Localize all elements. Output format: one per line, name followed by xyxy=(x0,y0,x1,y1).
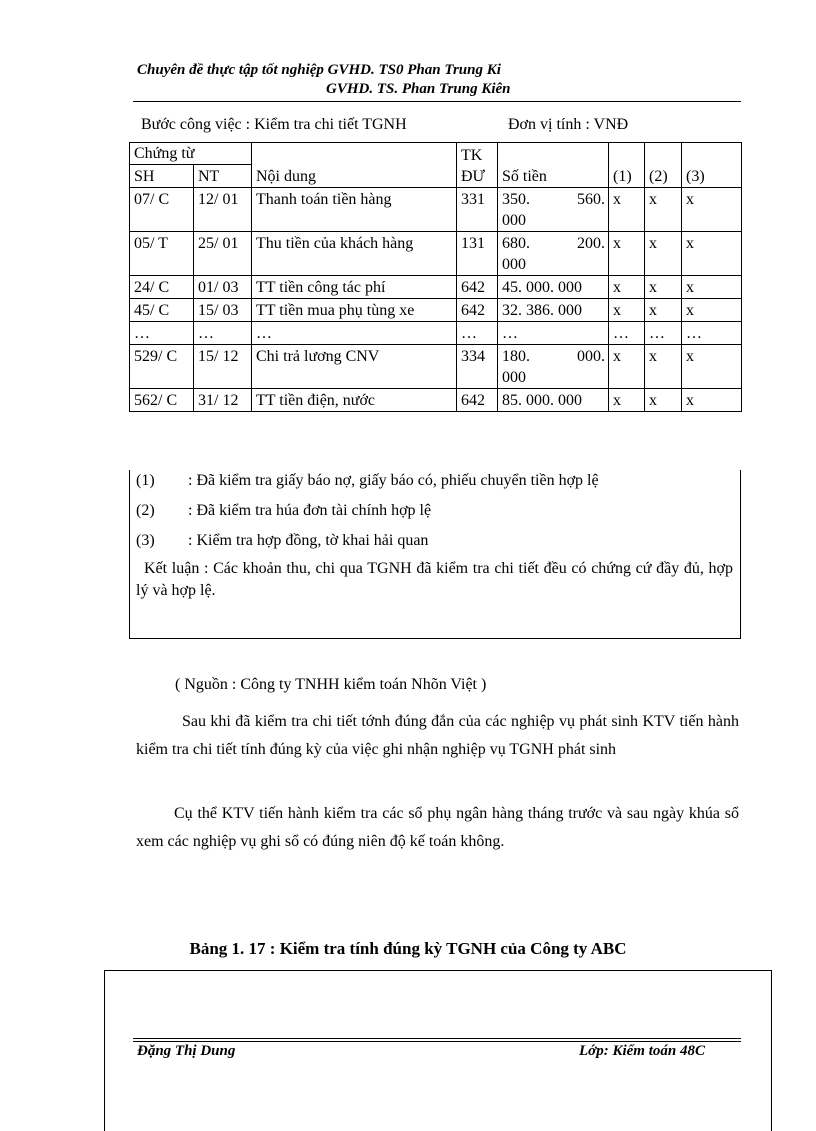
cell-amount: 45. 000. 000 xyxy=(498,276,609,299)
cell-sh: 562/ C xyxy=(130,389,194,412)
table-header-row xyxy=(130,143,742,165)
cell-sh: 529/ C xyxy=(130,345,194,389)
footer-rule xyxy=(133,1041,741,1042)
cell-sh: 45/ C xyxy=(130,299,194,322)
legend-text: : Đã kiểm tra giấy báo nợ, giấy báo có, phiếu chuyển tiền hợp lệ xyxy=(188,472,599,489)
cell-account: 642 xyxy=(457,299,498,322)
footer-author: Đặng Thị Dung xyxy=(137,1043,236,1059)
footer-class: Lớp: Kiểm toán 48C xyxy=(579,1043,705,1059)
cell-amount xyxy=(498,188,609,232)
cell-nt: 01/ 03 xyxy=(194,276,252,299)
audit-table xyxy=(129,142,742,412)
cell-account: 642 xyxy=(457,276,498,299)
table-row xyxy=(130,276,742,299)
cell-sh: 07/ C xyxy=(130,188,194,232)
cell-check-3: x xyxy=(682,299,742,322)
cell-check-2: x xyxy=(645,345,682,389)
cell-check-1: x xyxy=(609,299,645,322)
cell-content: TT tiền công tác phí xyxy=(252,276,457,299)
legend-item xyxy=(136,532,428,550)
cell-nt: … xyxy=(194,322,252,345)
legend-item xyxy=(136,502,431,520)
cell-content: TT tiền điện, nước xyxy=(252,389,457,412)
table-row xyxy=(130,299,742,322)
cell-nt: 15/ 12 xyxy=(194,345,252,389)
conclusion: Kết luận : Các khoản thu, chi qua TGNH đã kiểm tra chi tiết đều có chứng cứ đầy đủ, hợp lý và hợp lệ. xyxy=(136,560,733,599)
amount-line-2: 000 xyxy=(502,212,526,229)
body-paragraph: Sau khi đã kiểm tra chi tiết tớnh đúng đắn của các nghiệp vụ phát sinh KTV tiến hành kiểm tra chi tiết tính đúng kỳ của việc ghi nhận nghiệp vụ TGNH phát sinh xyxy=(136,713,739,758)
cell-check-1: … xyxy=(609,322,645,345)
header-supervisor: GVHD. TS. Phan Trung Kiên xyxy=(326,81,511,97)
table-row xyxy=(130,188,742,232)
cell-check-1: x xyxy=(609,345,645,389)
cell-amount: 32. 386. 000 xyxy=(498,299,609,322)
cell-nt: 31/ 12 xyxy=(194,389,252,412)
cell-check-3: x xyxy=(682,276,742,299)
header-amount: Số tiền xyxy=(498,143,609,188)
table-row xyxy=(130,389,742,412)
header-account: TK ĐƯ xyxy=(457,143,498,188)
cell-account: 331 xyxy=(457,188,498,232)
cell-check-2: x xyxy=(645,188,682,232)
cell-check-3: x xyxy=(682,345,742,389)
cell-account: 131 xyxy=(457,232,498,276)
cell-check-3: x xyxy=(682,188,742,232)
cell-account: 642 xyxy=(457,389,498,412)
amount-line-1: 350. 560. xyxy=(502,191,605,208)
cell-content: Chi trả lương CNV xyxy=(252,345,457,389)
legend-num: (1) xyxy=(136,472,155,489)
cell-check-3: x xyxy=(682,232,742,276)
cell-content: Thu tiền của khách hàng xyxy=(252,232,457,276)
header-content: Nội dung xyxy=(252,143,457,188)
cell-nt: 15/ 03 xyxy=(194,299,252,322)
amount-line-1: 180. 000. xyxy=(502,348,605,365)
header-voucher: Chứng từ xyxy=(130,143,252,165)
header-col2: (2) xyxy=(645,143,682,188)
cell-amount: 85. 000. 000 xyxy=(498,389,609,412)
cell-check-2: x xyxy=(645,232,682,276)
header-title: Chuyên đề thực tập tốt nghiệp GVHD. TS0 Phan Trung Ki xyxy=(137,62,501,78)
amount-line-1: 680. 200. xyxy=(502,235,605,252)
cell-check-3: x xyxy=(682,389,742,412)
cell-check-2: x xyxy=(645,389,682,412)
header-sh: SH xyxy=(130,165,194,188)
table-caption: Bảng 1. 17 : Kiểm tra tính đúng kỳ TGNH của Công ty ABC xyxy=(189,939,627,958)
step-label: Bước công việc : Kiểm tra chi tiết TGNH xyxy=(141,116,407,133)
cell-amount xyxy=(498,232,609,276)
cell-content: … xyxy=(252,322,457,345)
header-rule xyxy=(133,101,741,102)
legend-text: : Đã kiểm tra húa đơn tài chính hợp lệ xyxy=(188,502,432,519)
body-paragraph: Cụ thể KTV tiến hành kiểm tra các sổ phụ ngân hàng tháng trước và sau ngày khúa sổ xem các nghiệp vụ ghi sổ có đúng niên độ kế toán không. xyxy=(136,805,739,850)
cell-amount xyxy=(498,345,609,389)
cell-account: … xyxy=(457,322,498,345)
amount-line-2: 000 xyxy=(502,369,526,386)
cell-amount: … xyxy=(498,322,609,345)
cell-sh: … xyxy=(130,322,194,345)
header-col1: (1) xyxy=(609,143,645,188)
cell-nt: 25/ 01 xyxy=(194,232,252,276)
source-note: ( Nguồn : Công ty TNHH kiểm toán Nhõn Việt ) xyxy=(175,676,487,693)
cell-content: TT tiền mua phụ tùng xe xyxy=(252,299,457,322)
cell-check-2: … xyxy=(645,322,682,345)
legend-text: : Kiểm tra hợp đồng, tờ khai hải quan xyxy=(188,532,429,549)
table-row xyxy=(130,322,742,345)
cell-content: Thanh toán tiền hàng xyxy=(252,188,457,232)
cell-check-1: x xyxy=(609,276,645,299)
cell-sh: 24/ C xyxy=(130,276,194,299)
cell-check-1: x xyxy=(609,188,645,232)
legend-item xyxy=(136,472,599,490)
cell-check-2: x xyxy=(645,299,682,322)
cell-sh: 05/ T xyxy=(130,232,194,276)
legend-box xyxy=(129,470,741,639)
footer-rule xyxy=(133,1038,741,1039)
cell-check-3: … xyxy=(682,322,742,345)
amount-line-2: 000 xyxy=(502,256,526,273)
cell-account: 334 xyxy=(457,345,498,389)
cell-check-1: x xyxy=(609,389,645,412)
table-row xyxy=(130,232,742,276)
cell-check-2: x xyxy=(645,276,682,299)
cell-nt: 12/ 01 xyxy=(194,188,252,232)
legend-num: (3) xyxy=(136,532,155,549)
cell-check-1: x xyxy=(609,232,645,276)
legend-num: (2) xyxy=(136,502,155,519)
table-row xyxy=(130,345,742,389)
header-nt: NT xyxy=(194,165,252,188)
header-col3: (3) xyxy=(682,143,742,188)
unit-label: Đơn vị tính : VNĐ xyxy=(508,116,629,133)
